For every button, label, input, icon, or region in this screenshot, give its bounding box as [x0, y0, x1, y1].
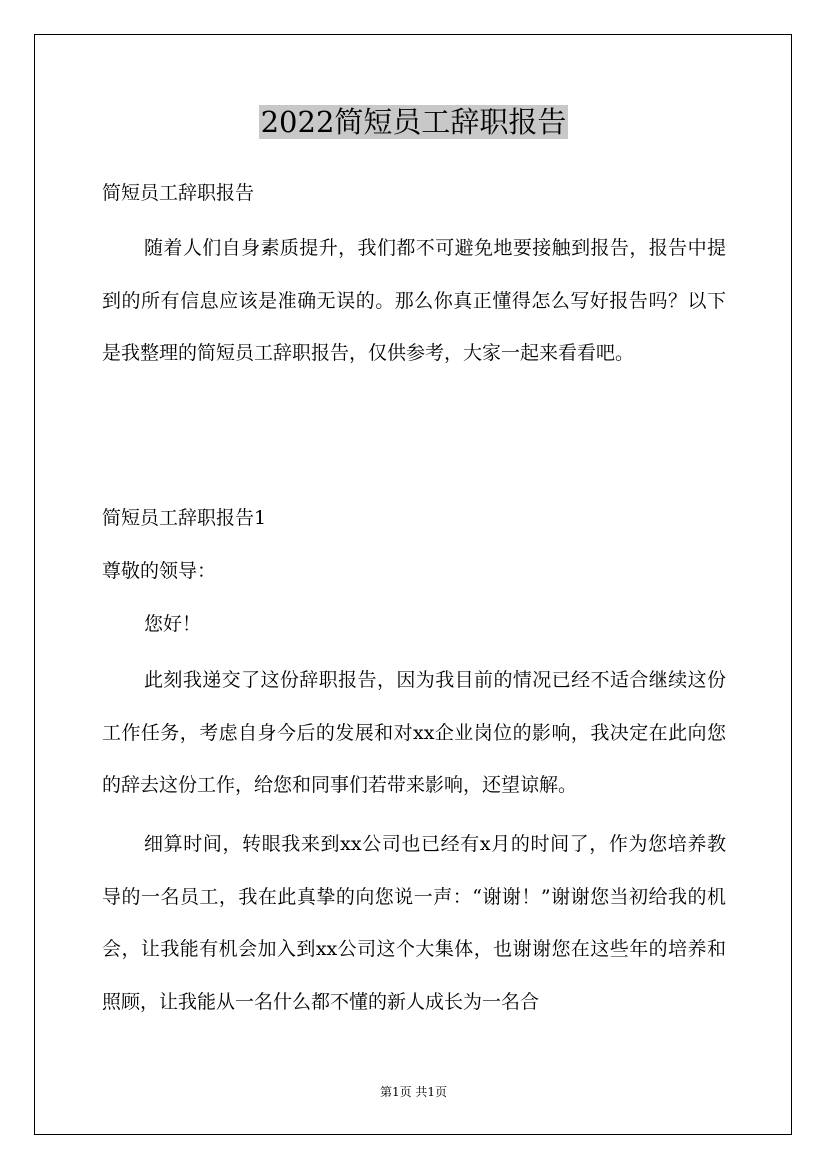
document-title-text: 2022简短员工辞职报告 — [260, 105, 567, 139]
page-footer — [0, 1083, 827, 1101]
body-paragraph-1: 此刻我递交了这份辞职报告，因为我目前的情况已经不适合继续这份工作任务，考虑自身今后的发展和对xx企业岗位的影响，我决定在此向您的辞去这份工作，给您和同事们若带来影响，还望谅解。 — [102, 669, 726, 796]
greeting: 您好！ — [144, 613, 202, 635]
document-subtitle: 简短员工辞职报告 — [102, 182, 255, 204]
body-paragraph-2: 细算时间，转眼我来到xx公司也已经有x月的时间了，作为您培养教导的一名员工，我在此真挚的向您说一声：“谢谢！”谢谢您当初给我的机会，让我能有机会加入到xx公司这个大集体，也谢谢您在这些年的培养和照顾，让我能从一名什么都不懂的新人成长为一名合 — [102, 833, 726, 1013]
document-title — [0, 100, 827, 144]
intro-paragraph: 随着人们自身素质提升，我们都不可避免地要接触到报告，报告中提到的所有信息应该是准确无误的。那么你真正懂得怎么写好报告吗？以下是我整理的简短员工辞职报告，仅供参考，大家一起来看看吧。 — [102, 237, 726, 364]
page-number: 第1页 共1页 — [379, 1085, 448, 1099]
section-heading: 简短员工辞职报告1 — [102, 507, 267, 529]
salutation: 尊敬的领导： — [102, 560, 217, 582]
